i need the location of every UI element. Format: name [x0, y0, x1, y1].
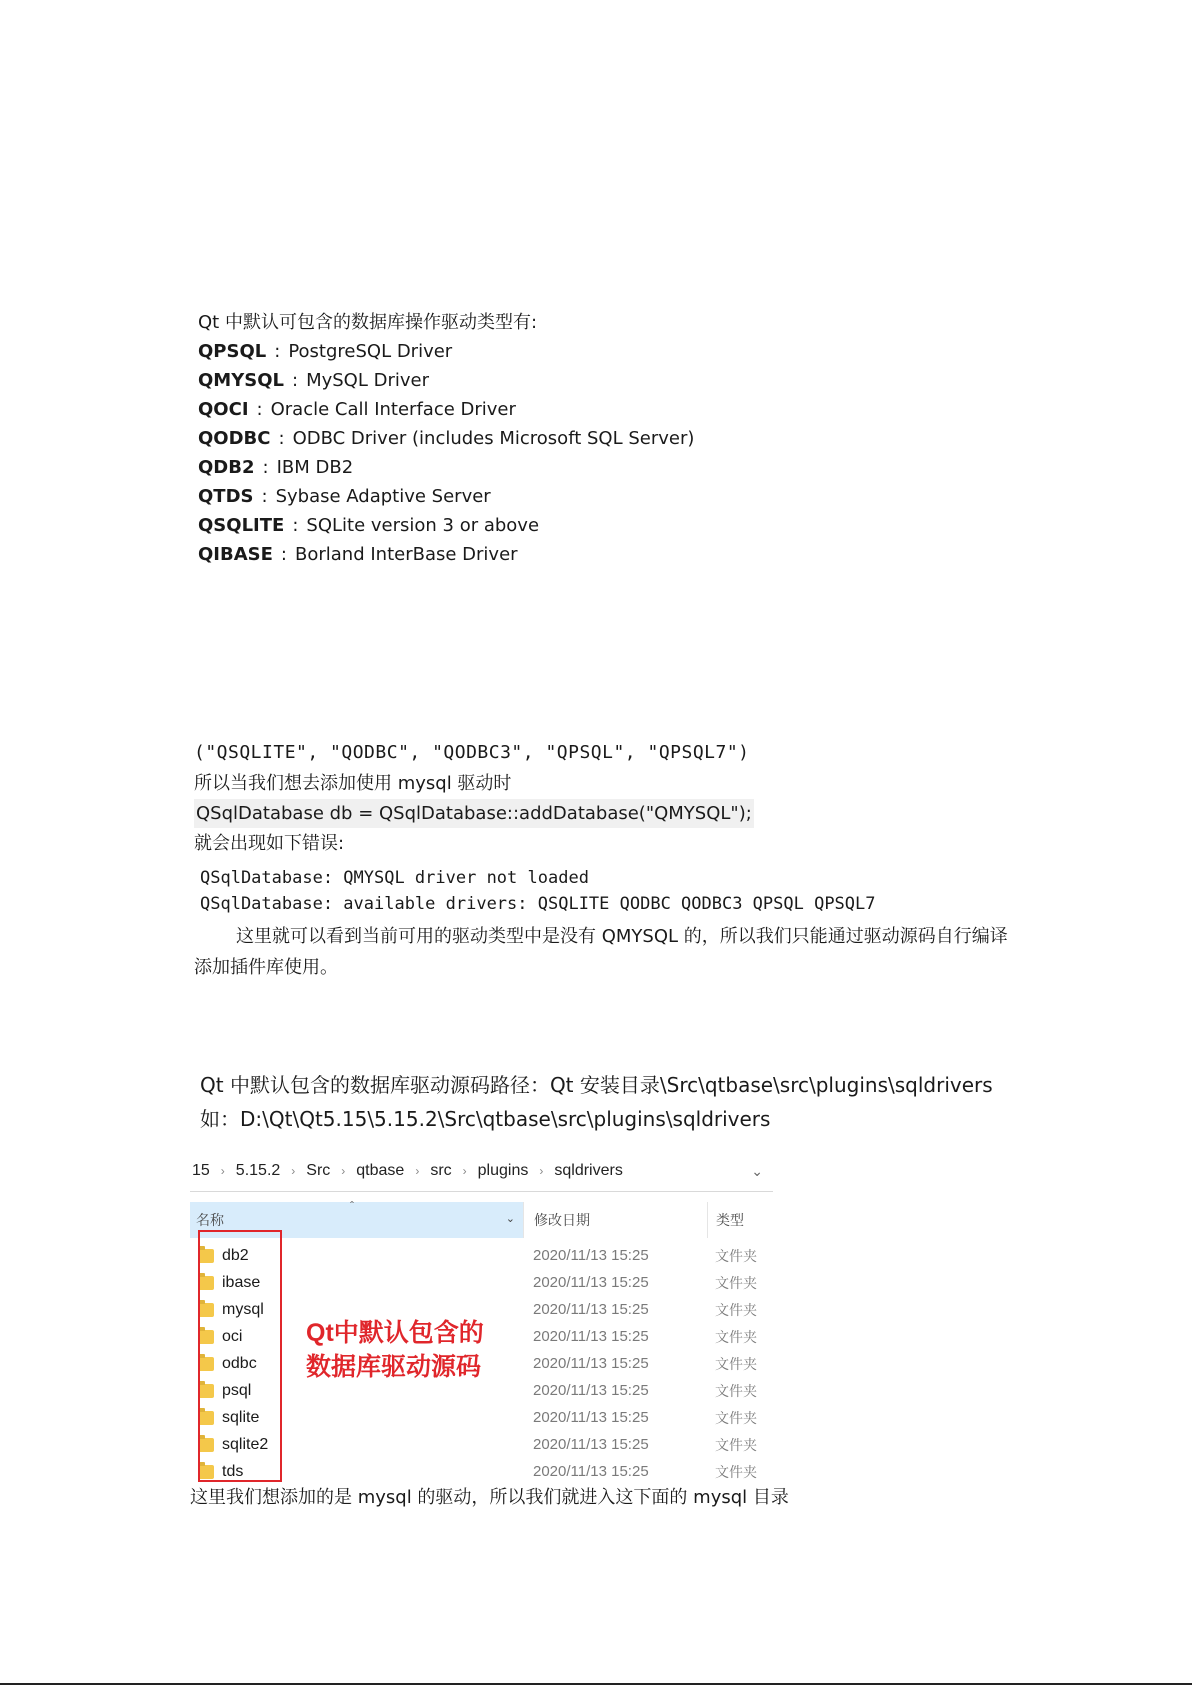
add-database-code: QSqlDatabase db = QSqlDatabase::addDatabase("QMYSQL");: [194, 799, 754, 828]
breadcrumb-item[interactable]: qtbase: [356, 1161, 405, 1179]
file-type: 文件夹: [715, 1274, 757, 1291]
driver-list-intro: Qt 中默认可包含的数据库操作驱动类型有:: [198, 312, 538, 333]
file-name: mysql: [222, 1300, 264, 1318]
file-type: 文件夹: [715, 1409, 757, 1426]
file-name: tds: [222, 1462, 244, 1480]
file-type: 文件夹: [715, 1382, 757, 1399]
driver-item: [198, 453, 758, 482]
driver-description: PostgreSQL Driver: [288, 341, 453, 362]
driver-separator: :: [274, 341, 281, 362]
file-date: 2020/11/13 15:25: [533, 1274, 649, 1291]
source-path-example: 如：D:\Qt\Qt5.15\5.15.2\Src\qtbase\src\plugins\sqldrivers: [200, 1107, 771, 1131]
error-section: [194, 738, 1024, 983]
annotation-text: [306, 1316, 484, 1384]
chevron-right-icon: ›: [539, 1163, 544, 1178]
file-type: 文件夹: [715, 1328, 757, 1345]
source-path-section: [200, 1068, 1040, 1136]
driver-code: QTDS: [198, 486, 254, 507]
file-date: 2020/11/13 15:25: [533, 1247, 649, 1264]
breadcrumb-item[interactable]: 15: [192, 1161, 210, 1179]
breadcrumb-item[interactable]: 5.15.2: [235, 1161, 281, 1179]
file-name: sqlite2: [222, 1435, 269, 1453]
driver-item: [198, 366, 758, 395]
driver-description: Sybase Adaptive Server: [275, 486, 491, 507]
driver-separator: :: [291, 370, 299, 391]
driver-separator: :: [262, 457, 269, 478]
error-line-1: QSqlDatabase: QMYSQL driver not loaded: [200, 868, 589, 888]
sort-ascending-icon: ˆ: [350, 1199, 354, 1213]
breadcrumb-item[interactable]: sqldrivers: [554, 1161, 623, 1179]
chevron-down-icon[interactable]: ⌄: [751, 1163, 763, 1179]
driver-description: MySQL Driver: [306, 370, 429, 391]
file-type: 文件夹: [715, 1301, 757, 1318]
available-drivers-output: ("QSQLITE", "QODBC", "QODBC3", "QPSQL", "QPSQL7"): [194, 742, 750, 763]
breadcrumb-item[interactable]: src: [430, 1161, 452, 1179]
driver-description: IBM DB2: [276, 457, 354, 478]
file-name: psql: [222, 1381, 252, 1399]
driver-items: [198, 337, 758, 569]
driver-separator: :: [292, 515, 299, 536]
column-modified-label: 修改日期: [534, 1212, 590, 1228]
driver-separator: :: [280, 544, 287, 565]
annotation-line-1: Qt中默认包含的: [306, 1319, 484, 1347]
file-date: 2020/11/13 15:25: [533, 1328, 649, 1345]
driver-list-section: [198, 308, 758, 569]
file-type: 文件夹: [715, 1436, 757, 1453]
file-type: 文件夹: [715, 1247, 757, 1264]
file-name: sqlite: [222, 1408, 260, 1426]
column-header-modified[interactable]: [523, 1202, 707, 1238]
error-output: [194, 865, 1024, 917]
column-type-label: 类型: [716, 1212, 744, 1228]
driver-separator: :: [261, 486, 268, 507]
breadcrumb: [190, 1162, 625, 1180]
error-line-2: QSqlDatabase: available drivers: QSQLITE QODBC QODBC3 QPSQL QPSQL7: [200, 894, 876, 914]
chevron-right-icon: ›: [462, 1163, 467, 1178]
mysql-intro-text: 所以当我们想去添加使用 mysql 驱动时: [194, 773, 512, 794]
file-date: 2020/11/13 15:25: [533, 1355, 649, 1372]
breadcrumb-item[interactable]: Src: [306, 1161, 331, 1179]
driver-separator: :: [256, 399, 263, 420]
column-name-label: 名称: [196, 1212, 224, 1228]
file-date: 2020/11/13 15:25: [533, 1301, 649, 1318]
driver-code: QSQLITE: [198, 515, 285, 536]
driver-item: [198, 511, 758, 540]
file-name: oci: [222, 1327, 243, 1345]
driver-item: [198, 540, 758, 569]
driver-description: Oracle Call Interface Driver: [270, 399, 516, 420]
final-paragraph: 这里我们想添加的是 mysql 的驱动，所以我们就进入这下面的 mysql 目录: [190, 1487, 789, 1508]
chevron-right-icon: ›: [291, 1163, 296, 1178]
highlight-box: [198, 1230, 282, 1482]
driver-item: [198, 337, 758, 366]
driver-code: QOCI: [198, 399, 249, 420]
driver-item: [198, 482, 758, 511]
driver-description: ODBC Driver (includes Microsoft SQL Server): [292, 428, 695, 449]
driver-separator: :: [278, 428, 285, 449]
error-intro-text: 就会出现如下错误:: [194, 833, 345, 854]
file-date: 2020/11/13 15:25: [533, 1409, 649, 1426]
file-name: odbc: [222, 1354, 257, 1372]
file-explorer-screenshot: [190, 1150, 773, 1484]
annotation-line-2: 数据库驱动源码: [306, 1353, 482, 1381]
chevron-right-icon: ›: [220, 1163, 225, 1178]
file-name: ibase: [222, 1273, 261, 1291]
driver-code: QDB2: [198, 457, 255, 478]
driver-code: QPSQL: [198, 341, 267, 362]
driver-code: QIBASE: [198, 544, 273, 565]
file-type: 文件夹: [715, 1463, 757, 1480]
address-bar[interactable]: [190, 1150, 773, 1192]
driver-description: SQLite version 3 or above: [306, 515, 540, 536]
driver-code: QODBC: [198, 428, 271, 449]
driver-code: QMYSQL: [198, 370, 284, 391]
chevron-right-icon: ›: [341, 1163, 346, 1178]
driver-description: Borland InterBase Driver: [295, 544, 518, 565]
file-date: 2020/11/13 15:25: [533, 1463, 649, 1480]
column-header-type[interactable]: [707, 1202, 773, 1238]
file-name: db2: [222, 1246, 249, 1264]
driver-item: [198, 395, 758, 424]
breadcrumb-item[interactable]: plugins: [477, 1161, 529, 1179]
file-date: 2020/11/13 15:25: [533, 1382, 649, 1399]
chevron-right-icon: ›: [415, 1163, 420, 1178]
file-type: 文件夹: [715, 1355, 757, 1372]
source-path-line: Qt 中默认包含的数据库驱动源码路径：Qt 安装目录\Src\qtbase\src\plugins\sqldrivers: [200, 1073, 993, 1097]
driver-item: [198, 424, 758, 453]
file-date: 2020/11/13 15:25: [533, 1436, 649, 1453]
chevron-down-icon[interactable]: ⌄: [505, 1213, 515, 1225]
explanation-paragraph: 这里就可以看到当前可用的驱动类型中是没有 QMYSQL 的，所以我们只能通过驱动源码自行编译添加插件库使用。: [194, 926, 1008, 978]
